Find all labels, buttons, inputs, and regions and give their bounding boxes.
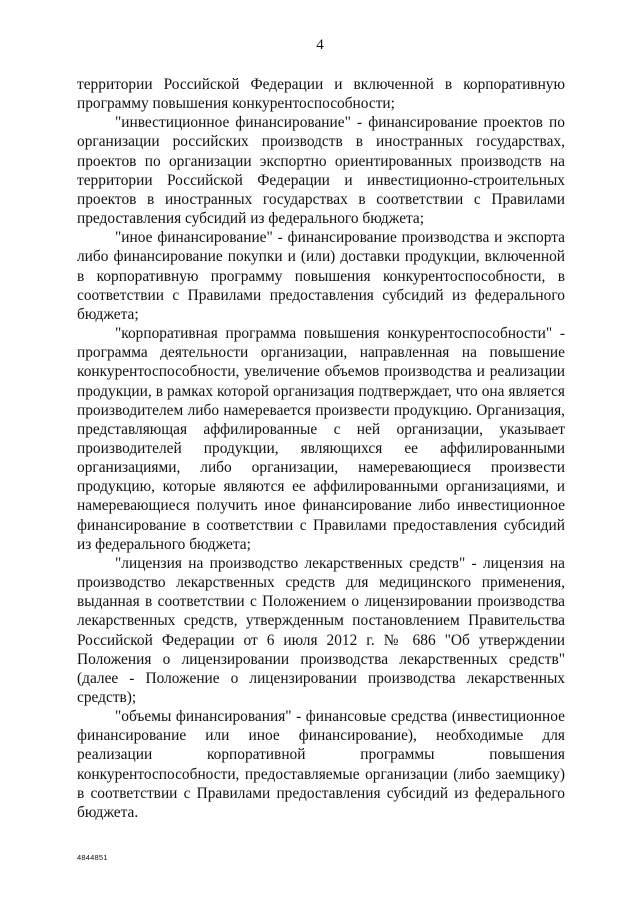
paragraph-continuation: территории Российской Федерации и включенной в корпоративную программу повышения конкурентоспособности; — [77, 76, 565, 113]
definition-financing-volumes: "объемы финансирования" - финансовые средства (инвестиционное финансирование или иное финансирование), необходимые для реализации корпоративной программы повышения конкурентоспособности, предоставляемые организации (либо заемщику) в соответствии с Правилами предоставления субсидий из федерального бюджета. — [77, 708, 565, 821]
document-body — [77, 75, 565, 822]
definition-other-financing: "иное финансирование" - финансирование производства и экспорта либо финансирование покупки и (или) доставки продукции, включенной в корпоративную программу повышения конкурентоспособности, в соответствии с Правилами предоставления субсидий из федерального бюджета; — [77, 229, 565, 323]
document-code: 4844851 — [77, 853, 108, 862]
definition-drug-license: "лицензия на производство лекарственных средств" - лицензия на производство лекарственных средств для медицинского применения, выданная в соответствии с Положением о лицензировании производства лекарственных средств, утвержденным постановлением Правительства Российской Федерации от 6 июля 2012 г. № 686 "Об утверждении Положения о лицензировании производства лекарственных средств" (далее - Положение о лицензировании производства лекарственных средств); — [77, 554, 565, 706]
page-number: 4 — [316, 37, 324, 53]
definition-corporate-program: "корпоративная программа повышения конкурентоспособности" - программа деятельности организации, направленная на повышение конкурентоспособности, увеличение объемов производства и реализации продукции, в рамках которой организация подтверждает, что она является производителем либо намеревается произвести продукцию. Организация, представляющая аффилированные с ней организации, указывает производителей продукции, являющихся ее аффилированными организациями, либо организации, намеревающиеся произвести продукцию, которые являются ее аффилированными организациями, и намеревающиеся получить иное финансирование либо инвестиционное финансирование в соответствии с Правилами предоставления субсидий из федерального бюджета; — [77, 325, 565, 553]
definition-investment-financing: "инвестиционное финансирование" - финансирование проектов по организации российских производств в иностранных государствах, проектов по организации экспортно ориентированных производств на территории Российской Федерации и инвестиционно-строительных проектов в иностранных государствах в соответствии с Правилами предоставления субсидий из федерального бюджета; — [77, 114, 565, 228]
